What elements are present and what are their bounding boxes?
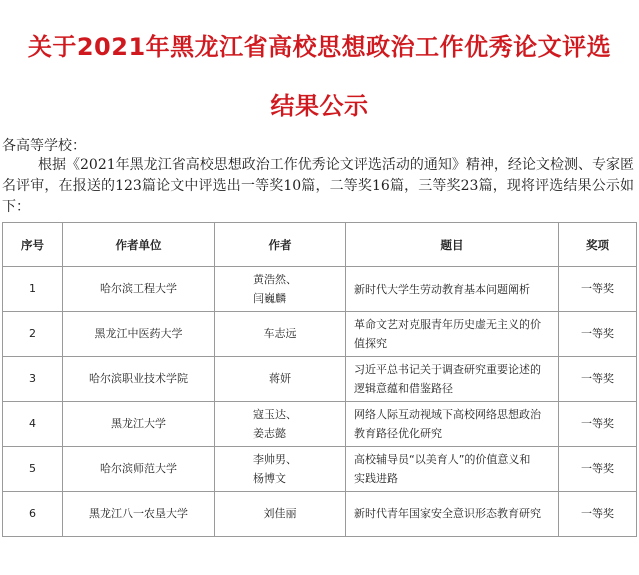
author-line: 杨博文 xyxy=(253,472,286,485)
cell-award: 一等奖 xyxy=(559,447,637,492)
cell-topic xyxy=(346,312,559,357)
topic-line: 习近平总书记关于调查研究重要论述的 xyxy=(354,363,541,376)
cell-topic xyxy=(346,357,559,402)
cell-unit: 黑龙江大学 xyxy=(63,402,215,447)
salutation: 各高等学校： xyxy=(2,138,86,154)
cell-topic xyxy=(346,267,559,312)
topic-line: 新时代大学生劳动教育基本问题阐析 xyxy=(354,282,530,296)
topic-line: 革命文艺对克服青年历史虚无主义的价 xyxy=(354,318,541,331)
cell-topic: 新时代青年国家安全意识形态教育研究 xyxy=(346,492,559,537)
author-line: 闫巍麟 xyxy=(253,292,286,305)
topic-line: 教育路径优化研究 xyxy=(354,427,442,440)
table-row xyxy=(3,492,637,537)
intro-paragraph: 根据《2021年黑龙江省高校思想政治工作优秀论文评选活动的通知》精神，经论文检测、专家匿名评审，在报送的123篇论文中评选出一等奖10篇，二等奖16篇，三等奖23篇，现将评选结果公示如下： xyxy=(2,157,634,215)
table-row xyxy=(3,447,637,492)
cell-author: 车志远 xyxy=(215,312,346,357)
cell-award: 一等奖 xyxy=(559,357,637,402)
author-line: 寇玉达、 xyxy=(253,408,297,421)
cell-award: 一等奖 xyxy=(559,402,637,447)
topic-line: 实践进路 xyxy=(354,472,398,485)
cell-unit: 哈尔滨师范大学 xyxy=(63,447,215,492)
cell-author xyxy=(215,267,346,312)
cell-no: 5 xyxy=(3,447,63,492)
cell-topic xyxy=(346,402,559,447)
topic-line: 逻辑意蕴和借鉴路径 xyxy=(354,382,453,395)
table-row xyxy=(3,357,637,402)
header-award: 奖项 xyxy=(559,223,637,267)
cell-no: 1 xyxy=(3,267,63,312)
cell-unit: 黑龙江中医药大学 xyxy=(63,312,215,357)
table-row xyxy=(3,312,637,357)
cell-author: 刘佳丽 xyxy=(215,492,346,537)
cell-author: 蒋妍 xyxy=(215,357,346,402)
cell-author xyxy=(215,402,346,447)
cell-award: 一等奖 xyxy=(559,267,637,312)
header-unit: 作者单位 xyxy=(63,223,215,267)
cell-no: 3 xyxy=(3,357,63,402)
author-line: 姜志懿 xyxy=(253,427,286,440)
cell-no: 2 xyxy=(3,312,63,357)
notice-subtitle: 结果公示 xyxy=(270,92,369,120)
cell-unit: 哈尔滨职业技术学院 xyxy=(63,357,215,402)
cell-award: 一等奖 xyxy=(559,492,637,537)
header-no: 序号 xyxy=(3,223,63,267)
results-table xyxy=(2,222,637,537)
cell-unit: 哈尔滨工程大学 xyxy=(63,267,215,312)
header-author: 作者 xyxy=(215,223,346,267)
table-row xyxy=(3,267,637,312)
author-line: 黄浩然、 xyxy=(253,273,297,286)
cell-author xyxy=(215,447,346,492)
cell-no: 6 xyxy=(3,492,63,537)
notice-title: 关于2021年黑龙江省高校思想政治工作优秀论文评选 xyxy=(27,33,612,61)
cell-no: 4 xyxy=(3,402,63,447)
table-header-row xyxy=(3,223,637,267)
author-line: 李帅男、 xyxy=(253,453,297,466)
header-topic: 题目 xyxy=(346,223,559,267)
topic-line: 高校辅导员“以美育人”的价值意义和 xyxy=(354,453,531,466)
cell-topic xyxy=(346,447,559,492)
topic-line: 值探究 xyxy=(354,337,387,350)
cell-unit: 黑龙江八一农垦大学 xyxy=(63,492,215,537)
cell-award: 一等奖 xyxy=(559,312,637,357)
table-row xyxy=(3,402,637,447)
topic-line: 网络人际互动视域下高校网络思想政治 xyxy=(354,408,541,421)
